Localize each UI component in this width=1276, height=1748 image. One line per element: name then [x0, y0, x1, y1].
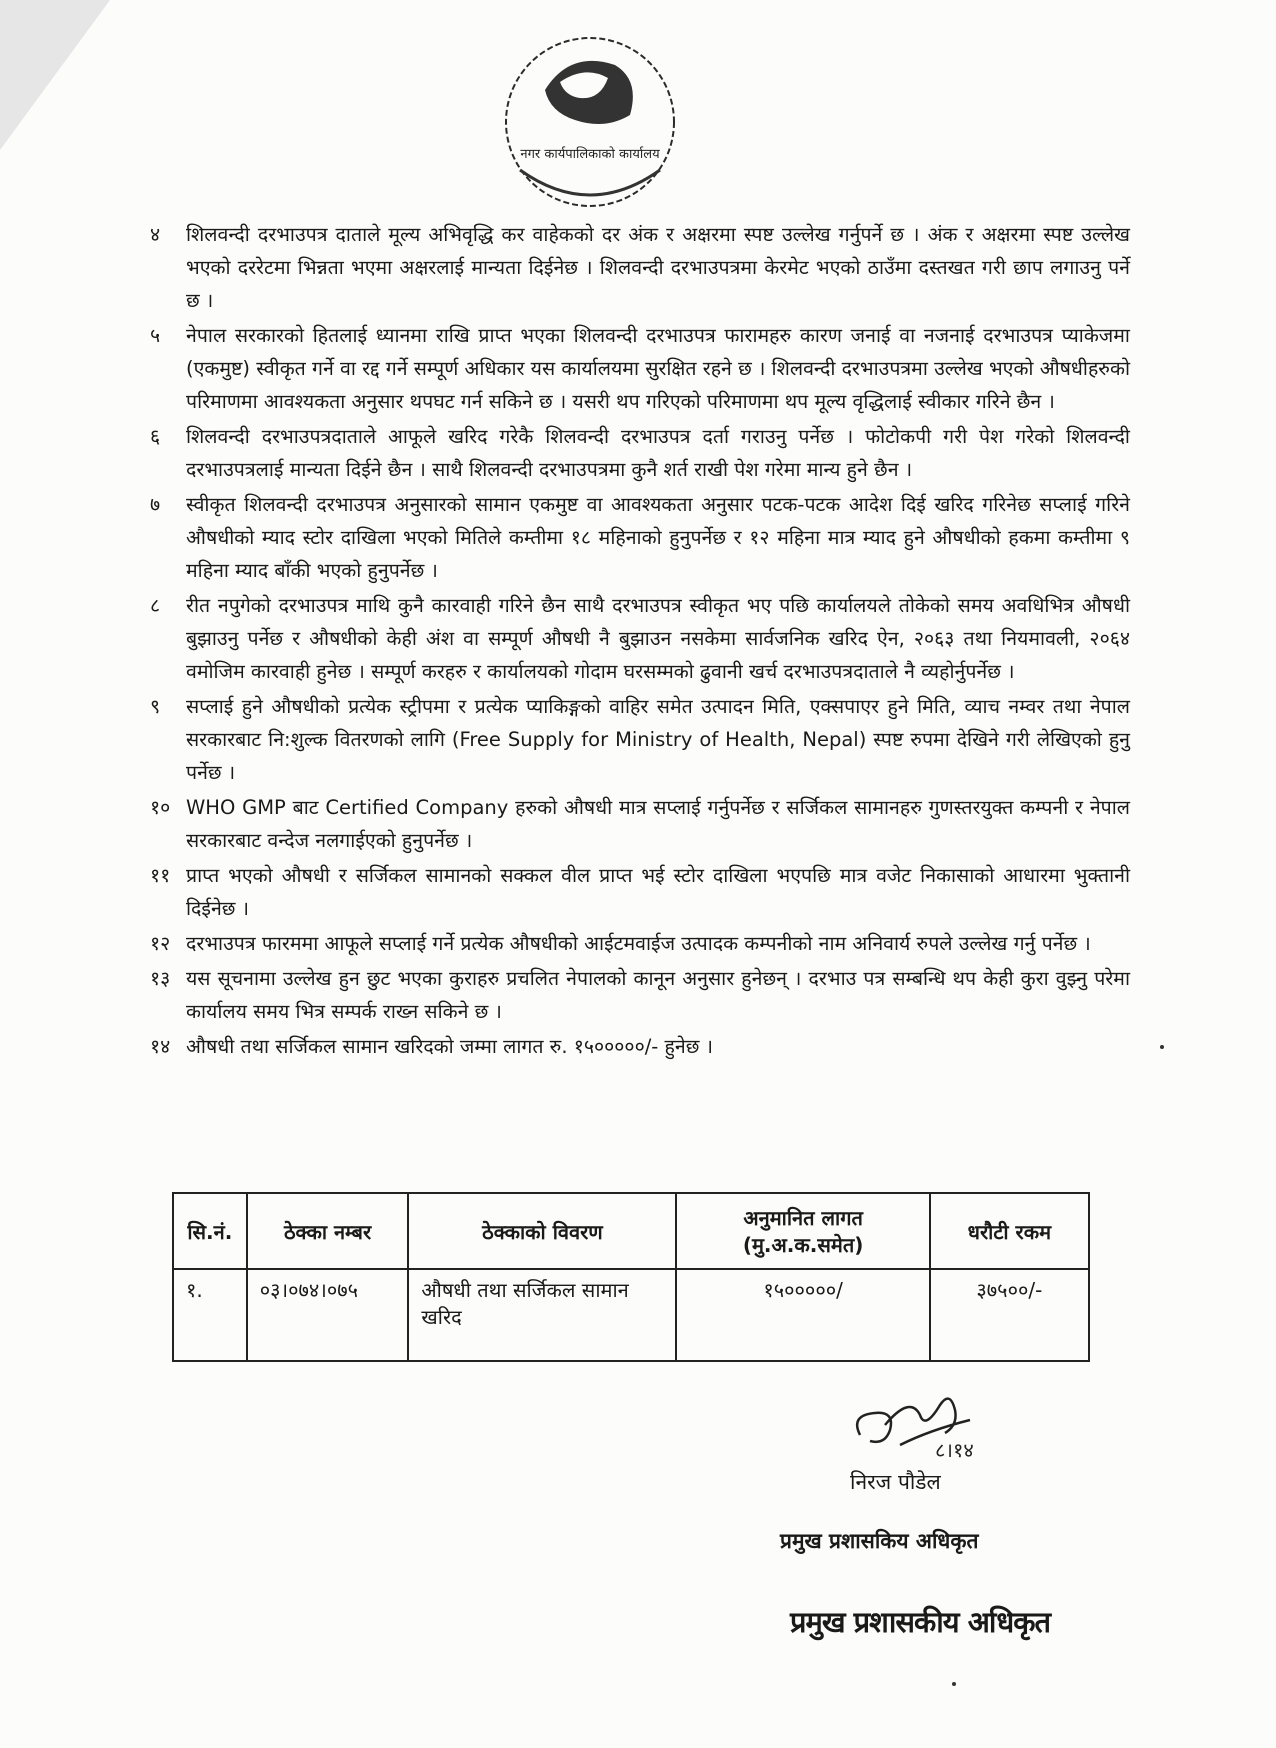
clause-text: यस सूचनामा उल्लेख हुन छुट भएका कुराहरु प्रचलित नेपालको कानून अनुसार हुनेछन् । दरभाउ पत्र सम्बन्धि थप केही कुरा वुझ्नु परेमा कार्यालय समय भित्र सम्पर्क राख्न सकिने छ । [186, 967, 1130, 1023]
header-contract-description: ठेक्काको विवरण [408, 1193, 676, 1269]
clause-text: नेपाल सरकारको हितलाई ध्यानमा राखि प्राप्त भएका शिलवन्दी दरभाउपत्र फारामहरु कारण जनाई वा नजनाई दरभाउपत्र प्याकेजमा (एकमुष्ट) स्वीकृत गर्ने वा रद्द गर्ने सम्पूर्ण अधिकार यस कार्यालयमा सुरक्षित रहने छ । शिलवन्दी दरभाउपत्रमा उल्लेख भएको औषधीहरुको परिमाणमा आवश्यकता अनुसार थपघट गर्न सकिने छ । यसरी थप गरिएको परिमाणमा थप मूल्य वृद्धिलाई स्वीकार गरिने छैन । [186, 324, 1130, 413]
clause-text: सप्लाई हुने औषधीको प्रत्येक स्ट्रीपमा र प्रत्येक प्याकिङ्गको वाहिर समेत उत्पादन मिति, एक्सपाएर हुने मिति, व्याच नम्वर तथा नेपाल सरकारबाट नि:शुल्क वितरणको लागि (Free Supply for Ministry of Health, Nepal) स्पष्ट रुपमा देखिने गरी लेखिएको हुनु पर्नेछ । [186, 695, 1130, 784]
clause-text: प्राप्त भएको औषधी र सर्जिकल सामानको सक्कल वील प्राप्त भई स्टोर दाखिला भएपछि मात्र वजेट निकासाको आधारमा भुक्तानी दिईनेछ । [186, 864, 1130, 920]
office-seal-icon [490, 30, 690, 220]
clause-item [140, 962, 1130, 1028]
cell-estimated-cost: १५०००००/ [676, 1269, 929, 1361]
table-row [173, 1269, 1089, 1361]
terms-list [140, 218, 1130, 1065]
clause-number: ९ [150, 695, 161, 718]
clause-text: स्वीकृत शिलवन्दी दरभाउपत्र अनुसारको सामान एकमुष्ट वा आवश्यकता अनुसार पटक-पटक आदेश दिई खरिद गरिनेछ सप्लाई गरिने औषधीको म्याद स्टोर दाखिला भएको मितिले कम्तीमा १८ महिनाको हुनुपर्नेछ र १२ महिना मात्र म्याद हुने औषधीको हकमा कम्तीमा ९ महिना म्याद बाँकी भएको हुनुपर्नेछ । [186, 493, 1130, 582]
cell-serial: १. [173, 1269, 247, 1361]
clause-item [140, 488, 1130, 587]
clause-number: ८ [150, 594, 161, 617]
clause-text: शिलवन्दी दरभाउपत्र दाताले मूल्य अभिवृद्धि कर वाहेकको दर अंक र अक्षरमा स्पष्ट उल्लेख गर्नुपर्ने छ । अंक र अक्षरमा स्पष्ट उल्लेख भएको दररेटमा भिन्नता भएमा अक्षरलाई मान्यता दिईनेछ । शिलवन्दी दरभाउपत्रमा केरमेट भएको ठाउँमा दस्तखत गरी छाप लगाउनु पर्ने छ । [186, 223, 1130, 312]
clause-item [140, 1030, 1130, 1063]
scan-speck [1160, 1045, 1164, 1049]
clause-number: १० [150, 796, 171, 819]
clause-text: दरभाउपत्र फारममा आफूले सप्लाई गर्ने प्रत्येक औषधीको आईटमवाईज उत्पादक कम्पनीको नाम अनिवार्य रुपले उल्लेख गर्नु पर्नेछ । [186, 932, 1091, 955]
clause-text: औषधी तथा सर्जिकल सामान खरिदको जम्मा लागत रु. १५०००००/- हुनेछ । [186, 1035, 713, 1058]
clause-number: १४ [150, 1035, 171, 1058]
clause-item [140, 319, 1130, 418]
clause-item [140, 690, 1130, 789]
tender-table [172, 1192, 1090, 1362]
clause-number: १२ [150, 932, 171, 955]
clause-text: शिलवन्दी दरभाउपत्रदाताले आफूले खरिद गरेकै शिलवन्दी दरभाउपत्र दर्ता गराउनु पर्नेछ । फोटोकपी गरी पेश गरेको शिलवन्दी दरभाउपत्रलाई मान्यता दिईने छैन । साथै शिलवन्दी दरभाउपत्रमा कुनै शर्त राखी पेश गरेमा मान्य हुने छैन । [186, 425, 1130, 481]
handwritten-signature [840, 1375, 1000, 1475]
designation-stamp: प्रमुख प्रशासकीय अधिकृत [790, 1605, 1051, 1639]
clause-text: WHO GMP बाट Certified Company हरुको औषधी मात्र सप्लाई गर्नुपर्नेछ र सर्जिकल सामानहरु गुणस्तरयुक्त कम्पनी र नेपाल सरकारबाट वन्देज नलगाईएको हुनुपर्नेछ । [186, 796, 1130, 852]
clause-number: ५ [150, 324, 161, 347]
folded-corner [0, 0, 110, 150]
cell-contract-description: औषधी तथा सर्जिकल सामान खरिद [408, 1269, 676, 1361]
clause-number: ४ [150, 223, 161, 246]
clause-item [140, 589, 1130, 688]
header-contract-number: ठेक्का नम्बर [247, 1193, 409, 1269]
clause-text: रीत नपुगेको दरभाउपत्र माथि कुनै कारवाही गरिने छैन साथै दरभाउपत्र स्वीकृत भए पछि कार्यालयले तोकेको समय अवधिभित्र औषधी बुझाउनु पर्नेछ र औषधीको केही अंश वा सम्पूर्ण औषधी नै बुझाउन नसकेमा सार्वजनिक खरिद ऐन, २०६३ तथा नियमावली, २०६४ वमोजिम कारवाही हुनेछ । सम्पूर्ण करहरु र कार्यालयको गोदाम घरसम्मको ढुवानी खर्च दरभाउपत्रदाताले नै व्यहोर्नुपर्नेछ । [186, 594, 1130, 683]
header-serial: सि.नं. [173, 1193, 247, 1269]
scan-speck [952, 1682, 956, 1686]
signature-date: ८।१४ [935, 1438, 974, 1462]
signer-title: प्रमुख प्रशासकिय अधिकृत [780, 1529, 979, 1553]
header-estimated-cost: अनुमानित लागत (मु.अ.क.समेत) [676, 1193, 929, 1269]
header-deposit-amount: धरौटी रकम [930, 1193, 1089, 1269]
cell-deposit-amount: ३७५००/- [930, 1269, 1089, 1361]
clause-number: ६ [150, 425, 161, 448]
clause-item [140, 218, 1130, 317]
cell-contract-number: ०३।०७४।०७५ [247, 1269, 409, 1361]
clause-item [140, 791, 1130, 857]
signer-name: निरज पौडेल [850, 1470, 941, 1494]
clause-number: ११ [150, 864, 171, 887]
svg-text:नगर कार्यपालिकाको कार्यालय: नगर कार्यपालिकाको कार्यालय [520, 147, 660, 162]
clause-number: १३ [150, 967, 171, 990]
clause-item [140, 927, 1130, 960]
clause-number: ७ [150, 493, 161, 516]
clause-item [140, 859, 1130, 925]
clause-item [140, 420, 1130, 486]
table-header-row [173, 1193, 1089, 1269]
